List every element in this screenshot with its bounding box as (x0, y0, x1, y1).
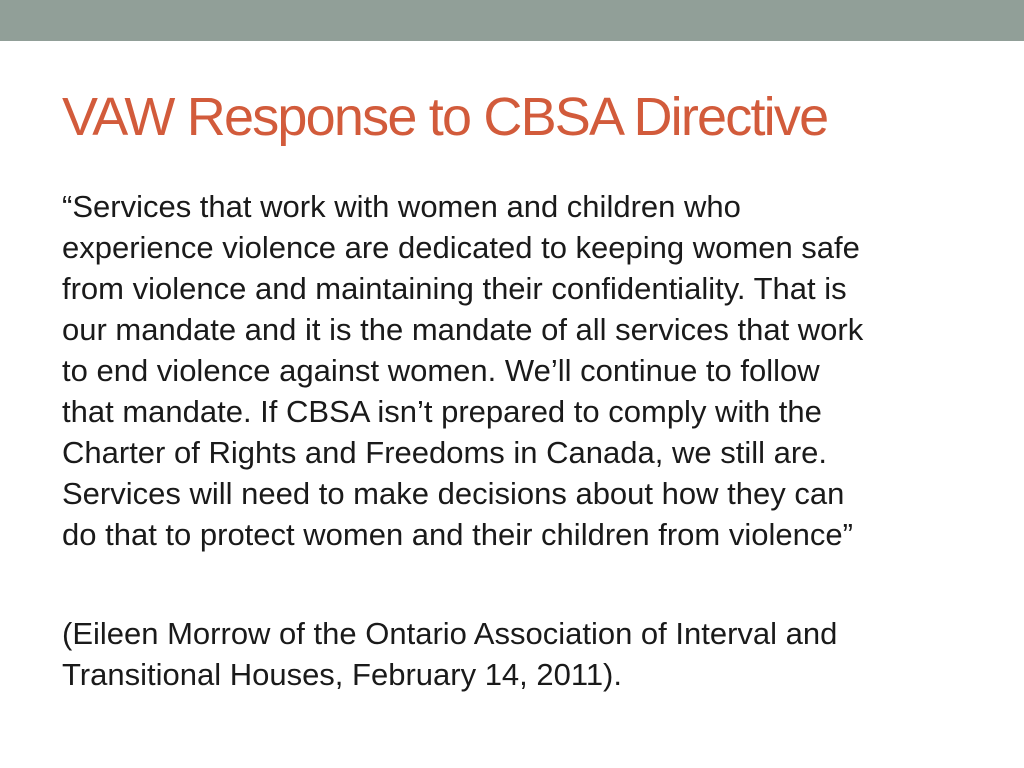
quote-line-4: our mandate and it is the mandate of all services that work (62, 312, 864, 347)
paragraph-spacer (62, 555, 992, 613)
top-color-band (0, 0, 1024, 41)
quote-line-6: that mandate. If CBSA isn’t prepared to comply with the (62, 394, 822, 429)
slide-body (62, 186, 992, 695)
quote-paragraph (62, 186, 992, 555)
quote-line-3: from violence and maintaining their confidentiality. That is (62, 271, 847, 306)
attribution-paragraph (62, 613, 992, 695)
quote-line-5: to end violence against women. We’ll continue to follow (62, 353, 820, 388)
quote-line-2: experience violence are dedicated to keeping women safe (62, 230, 860, 265)
slide-title: VAW Response to CBSA Directive (62, 87, 828, 147)
quote-line-8: Services will need to make decisions about how they can (62, 476, 845, 511)
attribution-line-1: (Eileen Morrow of the Ontario Association of Interval and (62, 616, 838, 651)
quote-line-9: do that to protect women and their children from violence” (62, 517, 853, 552)
attribution-line-2: Transitional Houses, February 14, 2011). (62, 657, 622, 692)
quote-line-1: “Services that work with women and children who (62, 189, 741, 224)
quote-line-7: Charter of Rights and Freedoms in Canada, we still are. (62, 435, 828, 470)
